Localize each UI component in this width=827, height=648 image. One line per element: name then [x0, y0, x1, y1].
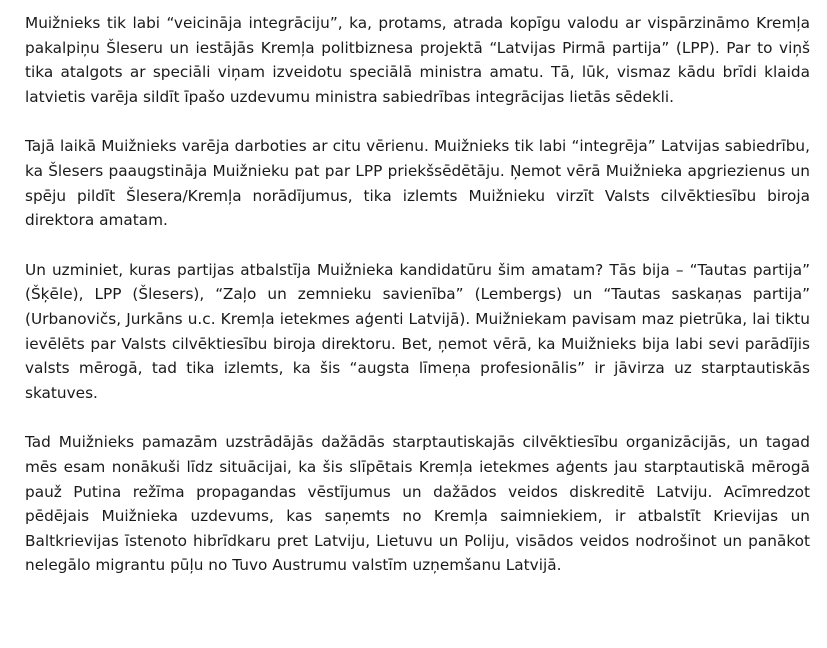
- article-body: [25, 11, 810, 603]
- paragraph: Muižnieks tik labi “veicināja integrāciju”, ka, protams, atrada kopīgu valodu ar vispārzināmo Kremļa pakalpiņu Šleseru un iestājās Kremļa politbiznesa projektā “Latvijas Pirmā partija” (LPP). Par to viņš tika atalgots ar speciāli viņam izveidotu speciālā ministra amatu. Tā, lūk, vismaz kādu brīdi klaida latvietis varēja sildīt īpašo uzdevumu ministra sabiedrības integrācijas lietās sēdekli.: [25, 14, 810, 106]
- paragraph: Tajā laikā Muižnieks varēja darboties ar citu vērienu. Muižnieks tik labi “integrēja” Latvijas sabiedrību, ka Šlesers paaugstināja Muižnieku pat par LPP priekšsēdētāju. Ņemot vērā Muižnieka apgriezienus un spēju pildīt Šlesera/Kremļa norādījumus, tika izlemts Muižnieku virzīt Valsts cilvēktiesību biroja direktora amatam.: [25, 137, 810, 230]
- paragraph: Un uzminiet, kuras partijas atbalstīja Muižnieka kandidatūru šim amatam? Tās bija – “Tautas partija” (Šķēle), LPP (Šlesers), “Zaļo un zemnieku savienība” (Lembergs) un “Tautas saskaņas partija” (Urbanovičs, Jurkāns u.c. Kremļa ietekmes aģenti Latvijā). Muižniekam pavisam maz pietrūka, lai tiktu ievēlēts par Valsts cilvēktiesību biroja direktoru. Bet, ņemot vērā, ka Muižnieks bija labi sevi parādījis valsts mērogā, tad tika izlemts, ka šis “augsta līmeņa profesionālis” ir jāvirza uz starptautiskās skatuves.: [25, 260, 810, 402]
- paragraph: Tad Muižnieks pamazām uzstrādājās dažādās starptautiskajās cilvēktiesību organizācijās, un tagad mēs esam nonākuši līdz situācijai, ka šis slīpētais Kremļa ietekmes aģents jau starptautiskā mērogā pauž Putina režīma propagandas vēstījumus un dažādos veidos diskreditē Latviju. Acīmredzot pēdējais Muižnieka uzdevums, kas saņemts no Kremļa saimniekiem, ir atbalstīt Krievijas un Baltkrievijas īstenoto hibrīdkaru pret Latviju, Lietuvu un Poliju, visādos veidos nodrošinot un panākot nelegālo migrantu pūļu no Tuvo Austrumu valstīm uzņemšanu Latvijā.: [25, 433, 810, 575]
